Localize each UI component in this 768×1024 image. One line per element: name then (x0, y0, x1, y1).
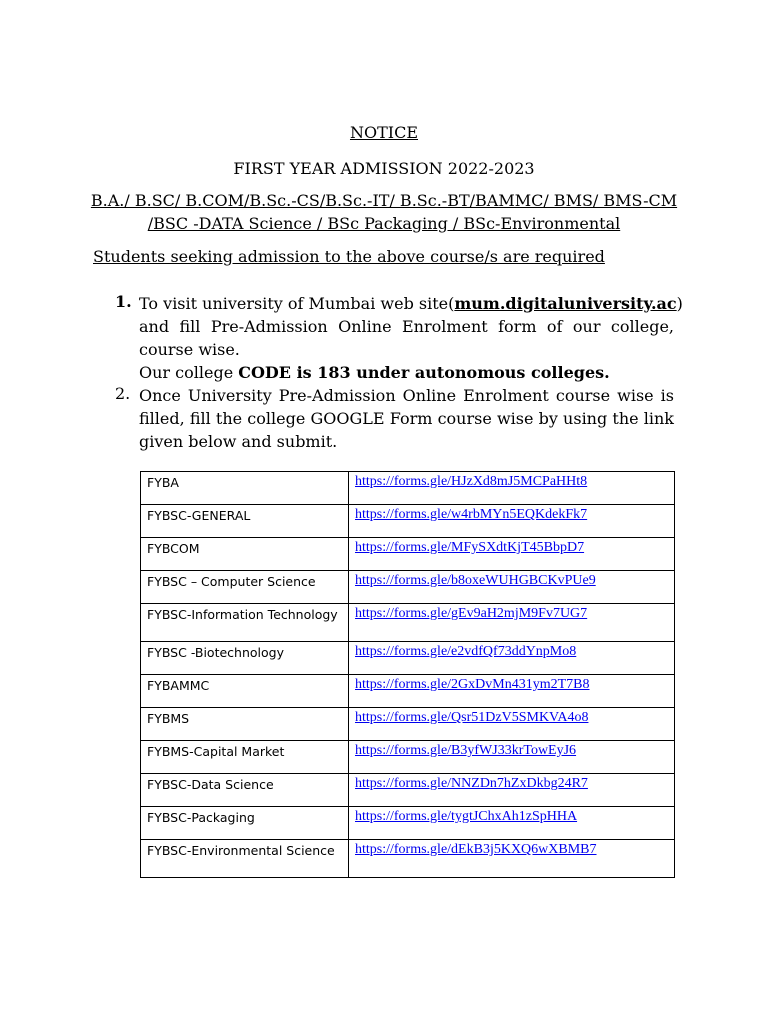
form-link[interactable]: https://forms.gle/e2vdfQf73ddYnpMo8 (355, 644, 577, 659)
item-number: 2. (115, 384, 131, 403)
table-row (141, 472, 675, 505)
item-2-line-2: filled, fill the college GOOGLE Form course wise by using the link (139, 409, 674, 428)
form-link-cell (349, 675, 675, 708)
form-link[interactable]: https://forms.gle/dEkB3j5KXQ6wXBMB7 (355, 842, 597, 857)
form-link[interactable]: https://forms.gle/w4rbMYn5EQKdekFk7 (355, 507, 588, 522)
table-row (141, 840, 675, 878)
item-1-text: ) (676, 294, 683, 313)
item-2-line-1: Once University Pre-Admission Online Enrolment course wise is (139, 386, 674, 405)
table-row (141, 604, 675, 642)
instruction-item-2 (139, 384, 674, 453)
form-link-cell (349, 840, 675, 878)
google-form-links-table (140, 471, 675, 878)
form-link-cell (349, 642, 675, 675)
college-code-label: Our college (139, 363, 239, 382)
course-name: FYBSC-Environmental Science (141, 840, 349, 878)
university-website-link[interactable]: mum.digitaluniversity.ac (454, 294, 677, 313)
table-row (141, 708, 675, 741)
courses-line-1: B.A./ B.SC/ B.COM/B.Sc.-CS/B.Sc.-IT/ B.Sc.-BT/BAMMC/ BMS/ BMS-CM (90, 191, 678, 210)
instruction-item-1 (139, 292, 683, 384)
item-1-line-2: and fill Pre-Admission Online Enrolment form of our college, (139, 317, 674, 336)
form-link[interactable]: https://forms.gle/HJzXd8mJ5MCPaHHt8 (355, 474, 588, 489)
table-row (141, 807, 675, 840)
table-row (141, 538, 675, 571)
form-link-cell (349, 604, 675, 642)
form-link[interactable]: https://forms.gle/B3yfWJ33krTowEyJ6 (355, 743, 577, 758)
item-1-line-1 (139, 292, 683, 315)
course-name: FYBSC-Data Science (141, 774, 349, 807)
form-link-cell (349, 708, 675, 741)
form-link-cell (349, 472, 675, 505)
item-number: 1. (115, 292, 132, 311)
item-1-line-3: course wise. (139, 340, 240, 359)
course-name: FYBSC-Packaging (141, 807, 349, 840)
course-name: FYBSC -Biotechnology (141, 642, 349, 675)
item-1-text: To visit university of Mumbai web site( (139, 294, 455, 313)
form-link-cell (349, 741, 675, 774)
form-link[interactable]: https://forms.gle/b8oxeWUHGBCKvPUe9 (355, 573, 596, 588)
intro-text: Students seeking admission to the above course/s are required (93, 247, 605, 266)
course-name: FYBA (141, 472, 349, 505)
form-link-cell (349, 571, 675, 604)
form-link-cell (349, 538, 675, 571)
form-link-cell (349, 774, 675, 807)
form-link[interactable]: https://forms.gle/gEv9aH2mjM9Fv7UG7 (355, 606, 588, 621)
courses-line-2: /BSC -DATA Science / BSc Packaging / BSc-Environmental (147, 214, 621, 233)
course-name: FYBSC – Computer Science (141, 571, 349, 604)
form-link[interactable]: https://forms.gle/Qsr51DzV5SMKVA4o8 (355, 710, 589, 725)
course-name: FYBAMMC (141, 675, 349, 708)
college-code-value: CODE is 183 under autonomous colleges. (238, 363, 610, 382)
course-name: FYBMS (141, 708, 349, 741)
form-link[interactable]: https://forms.gle/MFySXdtKjT45BbpD7 (355, 540, 585, 555)
notice-heading: NOTICE (349, 123, 419, 142)
item-2-line-3: given below and submit. (139, 432, 338, 451)
table-row (141, 571, 675, 604)
course-name: FYBSC-GENERAL (141, 505, 349, 538)
admission-year-title: FIRST YEAR ADMISSION 2022-2023 (233, 159, 535, 178)
table-row (141, 741, 675, 774)
form-link[interactable]: https://forms.gle/2GxDvMn431ym2T7B8 (355, 677, 590, 692)
table-row (141, 774, 675, 807)
form-link[interactable]: https://forms.gle/tygtJChxAh1zSpHHA (355, 809, 578, 824)
table-row (141, 675, 675, 708)
form-link-cell (349, 505, 675, 538)
college-code-line (139, 361, 674, 384)
form-link[interactable]: https://forms.gle/NNZDn7hZxDkbg24R7 (355, 776, 588, 791)
form-link-cell (349, 807, 675, 840)
course-name: FYBMS-Capital Market (141, 741, 349, 774)
course-name: FYBSC-Information Technology (141, 604, 349, 642)
table-row (141, 642, 675, 675)
table-row (141, 505, 675, 538)
course-name: FYBCOM (141, 538, 349, 571)
